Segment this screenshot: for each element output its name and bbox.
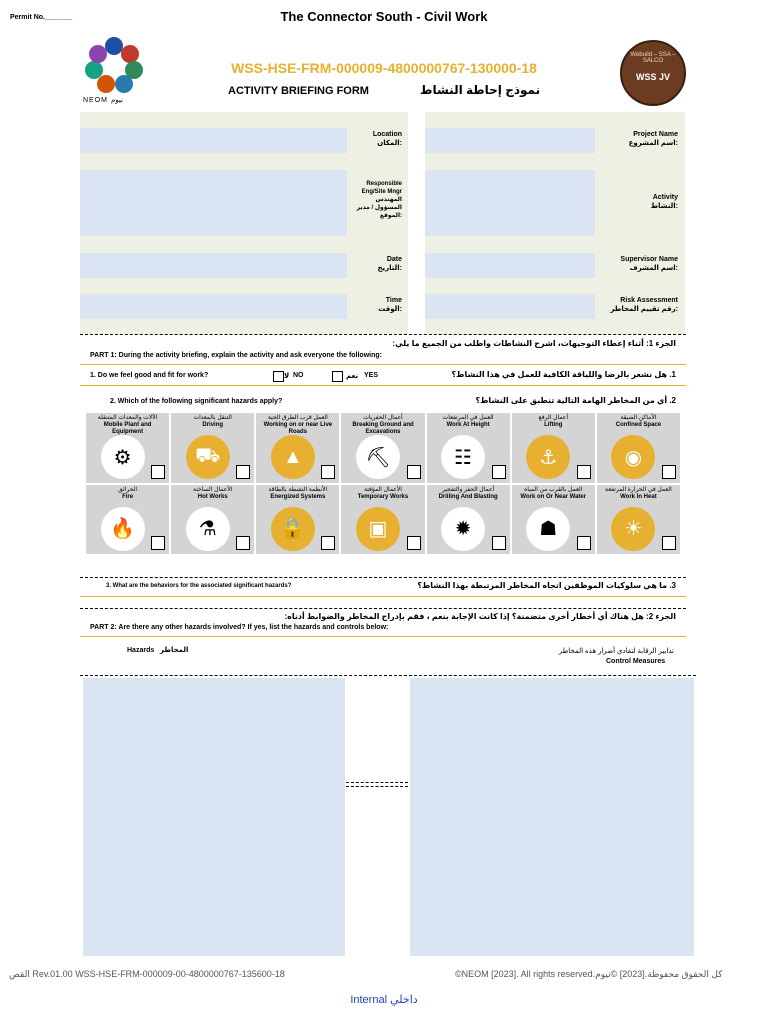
hazard-label: Work At Height [446,422,490,428]
supervisor-field[interactable] [425,253,595,278]
hazard-label: Breaking Ground and Excavations [352,422,414,435]
hazard-label: Energized Systems [270,493,326,500]
gas-cylinder-icon: ⚗ [186,507,230,551]
q1-yes-checkbox[interactable] [332,371,343,382]
divider [80,577,686,578]
hazard-label: Working on or near Live Roads [263,422,333,435]
q1-no-ar: لا [284,373,290,380]
location-label: Location المكان: [372,131,402,147]
confined-space-icon: ◉ [611,435,655,479]
q2-text: 2. Which of the following significant hazards apply? [110,398,283,405]
life-jacket-icon: ☗ [526,507,570,551]
hazard-checkbox[interactable] [492,465,506,479]
time-field[interactable] [80,294,347,319]
traffic-cone-icon: ▲ [271,435,315,479]
date-field[interactable] [80,253,347,278]
part1-heading-en: PART 1: During the activity briefing, explain the activity and ask everyone the following: [90,352,382,359]
hazard-cell [426,484,511,556]
hazard-label-ar: الحرائق [118,486,138,493]
hazard-label: Mobile Plant and Equipment [103,422,152,435]
form-code: WSS-HSE-FRM-000009-4800000767-130000-18 [231,60,537,76]
divider [80,364,686,365]
q1-yes-ar: نعم [346,373,359,380]
hazard-cell [255,484,340,556]
divider [80,608,686,609]
wss-seal-logo [620,40,686,106]
document-title: The Connector South - Civil Work [280,9,488,24]
divider [80,385,686,386]
hazard-checkbox[interactable] [407,536,421,550]
date-label: Date التاريخ: [377,256,402,272]
hazard-checkbox[interactable] [321,536,335,550]
divider [346,782,408,783]
hazard-checkbox[interactable] [662,465,676,479]
controls-input-area[interactable] [410,678,694,956]
q2-text-ar: 2. أي من المخاطر الهامة التالية تنطبق على النشاط؟ [475,396,676,405]
q1-text: 1. Do we feel good and fit for work? [90,372,209,379]
location-field[interactable] [80,128,347,153]
divider [80,334,686,335]
supervisor-label: Supervisor Name اسم المشرف: [620,256,678,272]
q1-yes-label: YES [364,372,379,379]
hazard-checkbox[interactable] [577,536,591,550]
scaffold-icon: ☷ [441,435,485,479]
q3-text-ar: 3. ما هي سلوكيات الموظفين اتجاه المخاطر المرتبطة بهذا النشاط؟ [417,581,676,590]
hazard-label-ar: الأعمال المؤقتة [364,486,402,493]
hazard-cell [170,484,255,556]
hazard-checkbox[interactable] [492,536,506,550]
hazard-grid [85,412,681,555]
hazard-label-ar: الأنظمة النشطة بالطاقة [268,486,328,493]
activity-field[interactable] [425,170,595,236]
hazard-cell [85,412,170,484]
activity-label: Activity النشاط: [650,194,678,210]
hazard-checkbox[interactable] [236,465,250,479]
hazards-input-area[interactable] [83,678,345,956]
hazard-checkbox[interactable] [321,465,335,479]
risk-assessment-field[interactable] [425,294,595,319]
engineer-field[interactable] [80,170,347,236]
divider [346,786,408,787]
sun-icon: ☀ [611,507,655,551]
fire-icon: 🔥 [101,507,145,551]
hazard-cell [340,484,425,556]
hazard-label: Hot Works [197,493,228,500]
seal-bottom-text: WSS JV [635,72,670,82]
q3-text: 3. What are the behaviors for the associated significant hazards? [106,583,292,589]
hazard-cell [340,412,425,484]
hazard-cell [426,412,511,484]
blast-icon: ✹ [441,507,485,551]
excavator-icon: ⛏ [356,435,400,479]
hazard-label: Work In Heat [620,493,657,500]
divider [80,596,686,597]
hazard-label-ar: العمل قرب الطرق الحية [267,415,328,421]
hazard-cell [511,484,596,556]
hazard-label-ar: العمل في الحرارة المرتفعة [605,486,672,493]
hazard-label: Driving [202,422,224,428]
clipboard-icon: ▣ [356,507,400,551]
risk-assessment-label: Risk Assessment رقم تقييم المخاطر: [610,297,678,313]
hazard-cell [596,484,681,556]
hazard-label: Lifting [544,422,563,428]
neom-logo-text: NEOM نيوم [83,97,123,104]
roller-icon: ⚙ [101,435,145,479]
padlock-icon: 🔒 [271,507,315,551]
part1-heading-ar: الجزء 1: أثناء إعطاء التوجيهات، اشرح النشاطات واطلب من الجميع ما يلي: [392,339,676,348]
hazard-label-ar: العمل بالقرب من المياه [524,486,583,493]
hazard-label-ar: أعمال الحفريات [363,415,403,421]
q1-no-checkbox[interactable] [273,371,284,382]
time-label: Time الوقت: [378,297,402,313]
footer-copyright: ©NEOM [2023]. All rights reserved.كل الحقوق محفوظة.[2023] ©نيوم [455,969,723,979]
hazard-label: Confined Space [615,422,662,428]
hazard-label-ar: الأماكن الضيقة [620,415,657,421]
controls-column-label-ar: تدابير الرقابة لتفادي أضرار هذه المخاطر [558,648,674,655]
hazards-column-label-ar: المخاطر [160,647,189,654]
hazard-checkbox[interactable] [662,536,676,550]
hazard-label-ar: الآلات والمعدات المتنقلة [97,415,158,421]
hazard-label-ar: العمل في المرتفعات [442,415,494,421]
hazard-cell [596,412,681,484]
divider [80,636,686,637]
form-title-en: ACTIVITY BRIEFING FORM [228,85,369,97]
hazard-label: Work on Or Near Water [520,493,587,500]
hazard-label: Fire [122,493,134,500]
divider [80,675,696,676]
footer-revision: القص Rev.01.00 WSS-HSE-FRM-000009-00-4800000767-135600-18 [9,969,285,979]
hazard-cell [511,412,596,484]
project-name-field[interactable] [425,128,595,153]
seal-text: Webuild – SSA – SALCO [630,52,676,64]
part2-heading-ar: الجزء 2: هل هناك أي أخطار أخرى متضمنة؟ إذا كانت الإجابة بنعم ، فقم بإدراج المخاطر والضوابط أدناه: [284,612,676,621]
internal-label-ar: داخلي [390,994,418,1006]
controls-column-label: Control Measures [606,658,666,665]
permit-number-label: Permit No._______ [10,14,73,21]
hazard-checkbox[interactable] [236,536,250,550]
classification-label [0,993,768,1006]
hazard-checkbox[interactable] [151,465,165,479]
hazard-label-ar: الأعمال الساخنة [193,486,233,493]
internal-label: Internal [350,994,388,1006]
hazard-checkbox[interactable] [577,465,591,479]
hazard-label: Temporary Works [357,493,409,500]
engineer-label: Responsible Eng/Site Mngr المهندس المسؤول / مدير الموقع: [356,181,402,219]
hazard-label: Drilling And Blasting [438,493,498,500]
hazard-checkbox[interactable] [151,536,165,550]
hazard-label-ar: أعمال الحفر والتفجير [442,486,495,493]
hazard-cell [255,412,340,484]
q1-text-ar: 1. هل نشعر بالرضا واللياقة الكافية للعمل في هذا النشاط؟ [451,370,676,379]
form-title-ar: نموذج إحاطة النشاط [420,83,541,97]
part2-heading-en: PART 2: Are there any other hazards involved? If yes, list the hazards and controls below: [90,624,389,631]
hazard-label-ar: أعمال الرفع [538,415,568,421]
q1-no-label: NO [293,372,304,379]
hazard-cell [170,412,255,484]
hazard-label-ar: التنقل بالمعدات [193,415,232,421]
truck-icon: ⛟ [186,435,230,479]
lifting-icon: ⚓ [526,435,570,479]
hazard-checkbox[interactable] [407,465,421,479]
hazards-column-label: Hazards [127,647,155,654]
project-name-label: Project Name اسم المشروع: [628,131,678,147]
hazard-cell [85,484,170,556]
